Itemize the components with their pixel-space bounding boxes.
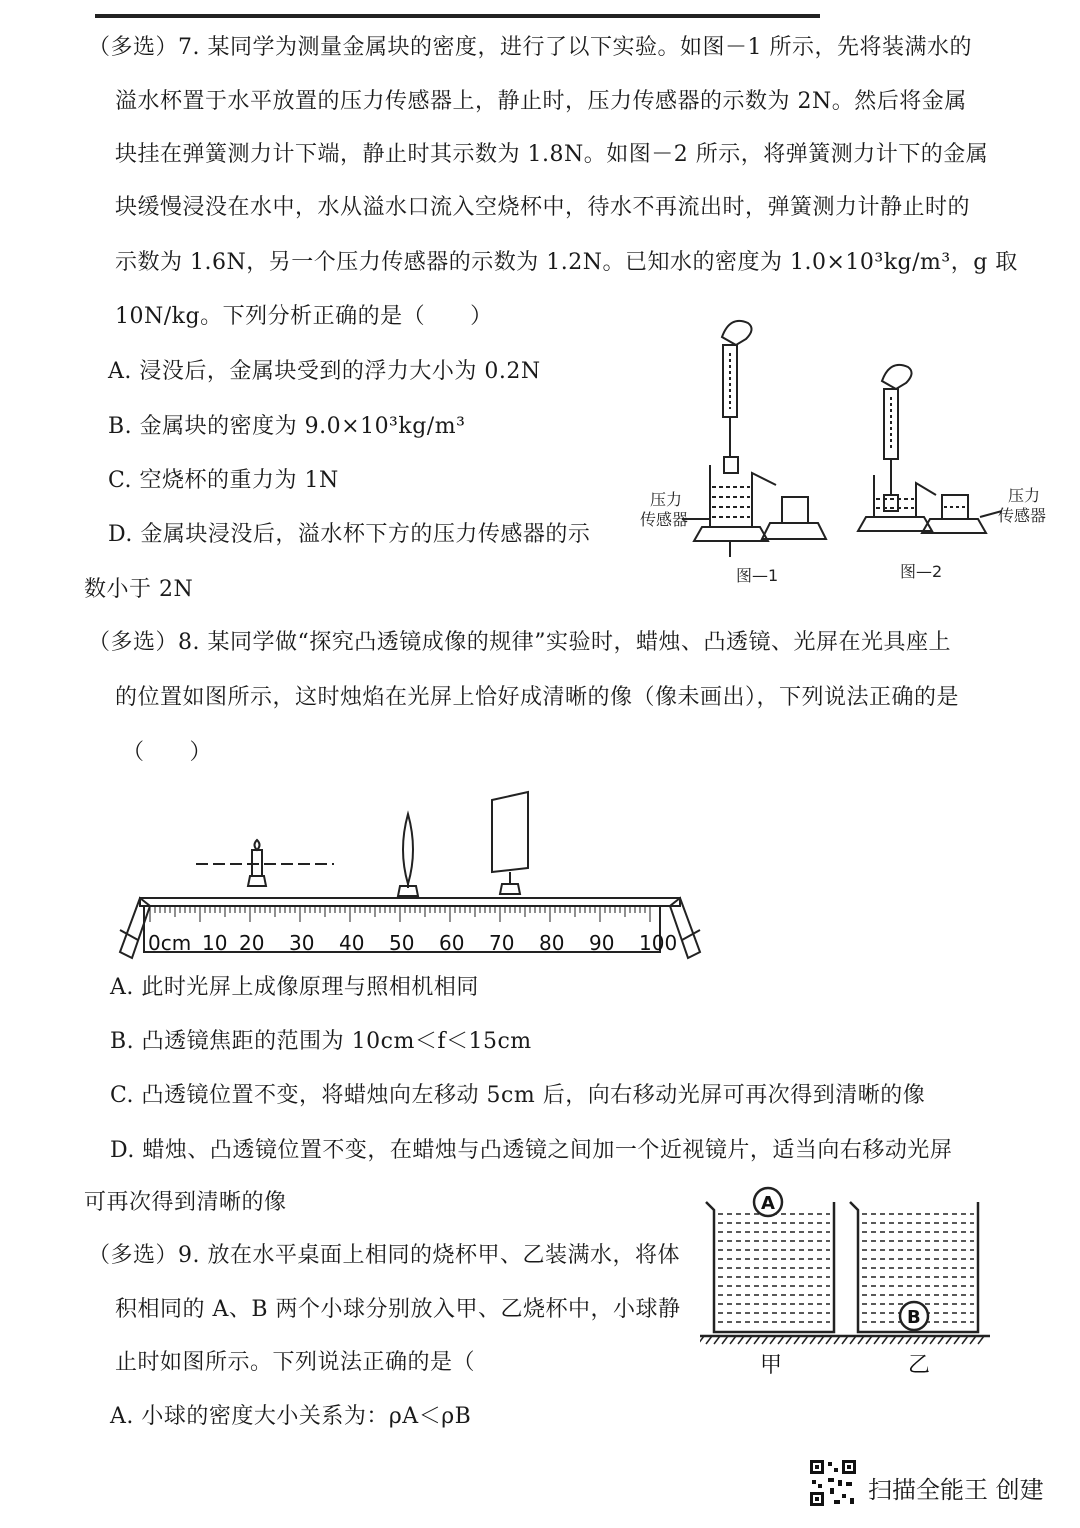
q7-option-c: C. 空烧杯的重力为 1N [108,468,339,493]
q7-caption-2: 图—2 [900,562,943,581]
qr-code-icon [808,1458,858,1508]
q7-stem-line-5: 示数为 1.6N，另一个压力传感器的示数为 1.2N。已知水的密度为 1.0×10³kg/m³，g 取 [115,250,1018,275]
convex-lens [403,814,413,884]
bench-tick-label: 90 [589,931,615,955]
pressure-sensor-2 [858,517,932,531]
pressure-sensor-1 [694,527,768,541]
q9-beaker-figure [700,1180,990,1380]
empty-beaker-1 [782,497,808,523]
q7-option-d-cont: 数小于 2N [84,577,194,602]
page-top-border [95,14,820,18]
footer-watermark: 扫描全能王 创建 [868,1476,1044,1504]
ball-a-label: A [761,1193,775,1214]
beaker-yi-label: 乙 [908,1353,931,1378]
q8-option-d-cont: 可再次得到清晰的像 [84,1190,287,1215]
bench-ticks [150,906,650,922]
bench-tick-label: 60 [439,931,465,955]
bench-tick-label: 50 [389,931,415,955]
q8-option-c: C. 凸透镜位置不变，将蜡烛向左移动 5cm 后，向右移动光屏可再次得到清晰的像 [110,1083,926,1108]
candle-flame-icon [255,840,260,850]
ball-b-label: B [907,1307,921,1328]
optical-bench-figure [110,780,710,970]
bench-tick-label: 70 [489,931,515,955]
q7-option-b: B. 金属块的密度为 9.0×10³kg/m³ [108,414,466,439]
bench-tick-label: 10 [202,931,228,955]
q8-option-a: A. 此时光屏上成像原理与照相机相同 [110,975,479,1000]
q7-sensor-label-1b: 传感器 [640,510,689,529]
q7-sensor-label-2b: 传感器 [998,506,1047,525]
q7-sensor-label-2a: 压力 [1008,486,1041,505]
q9-stem-line-1: （多选）9. 放在水平桌面上相同的烧杯甲、乙装满水，将体 [88,1243,680,1268]
bench-tick-label: 80 [539,931,565,955]
q7-stem-line-6: 10N/kg。下列分析正确的是（ ） [115,304,493,329]
bench-tick-label: 100 [639,931,678,955]
bench-tick-label: 30 [289,931,315,955]
metal-block-1 [724,457,738,473]
q7-stem-line-4: 块缓慢浸没在水中，水从溢水口流入空烧杯中，待水不再流出时，弹簧测力计静止时的 [115,195,971,220]
bench-tick-label: 20 [239,931,265,955]
q7-stem-line-3: 块挂在弹簧测力计下端，静止时其示数为 1.8N。如图－2 所示，将弹簧测力计下的金属 [115,142,989,167]
q8-stem-line-3: （ ） [122,740,213,765]
beaker-jia [706,1202,834,1332]
beaker-jia-label: 甲 [760,1353,783,1378]
light-screen [492,792,528,872]
q7-figure [630,305,1060,595]
q9-stem-line-3: 止时如图所示。下列说法正确的是（ [115,1350,476,1375]
q7-caption-1: 图—1 [736,566,779,585]
bench-tick-label: 40 [339,931,365,955]
q7-stem-line-2: 溢水杯置于水平放置的压力传感器上，静止时，压力传感器的示数为 2N。然后将金属 [115,89,967,114]
q7-option-d: D. 金属块浸没后，溢水杯下方的压力传感器的示 [108,522,591,547]
bench-rail [140,898,680,906]
q8-stem-line-2: 的位置如图所示，这时烛焰在光屏上恰好成清晰的像（像未画出），下列说法正确的是 [115,685,960,710]
hand-icon-2 [882,365,912,389]
q8-stem-line-1: （多选）8. 某同学做“探究凸透镜成像的规律”实验时，蜡烛、凸透镜、光屏在光具座上 [88,630,951,655]
q7-option-a: A. 浸没后，金属块受到的浮力大小为 0.2N [108,359,541,384]
bench-label-0cm: 0cm [148,931,192,955]
q7-stem-line-1: （多选）7. 某同学为测量金属块的密度，进行了以下实验。如图－1 所示，先将装满水的 [88,35,972,60]
q8-option-d: D. 蜡烛、凸透镜位置不变，在蜡烛与凸透镜之间加一个近视镜片，适当向右移动光屏 [110,1138,953,1163]
q8-option-b: B. 凸透镜焦距的范围为 10cm＜f＜15cm [110,1029,532,1054]
hand-icon-1 [722,321,752,345]
q7-sensor-label-1a: 压力 [650,490,683,509]
q9-option-a: A. 小球的密度大小关系为：ρA＜ρB [110,1404,472,1429]
q9-stem-line-2: 积相同的 A、B 两个小球分别放入甲、乙烧杯中，小球静 [115,1297,681,1322]
